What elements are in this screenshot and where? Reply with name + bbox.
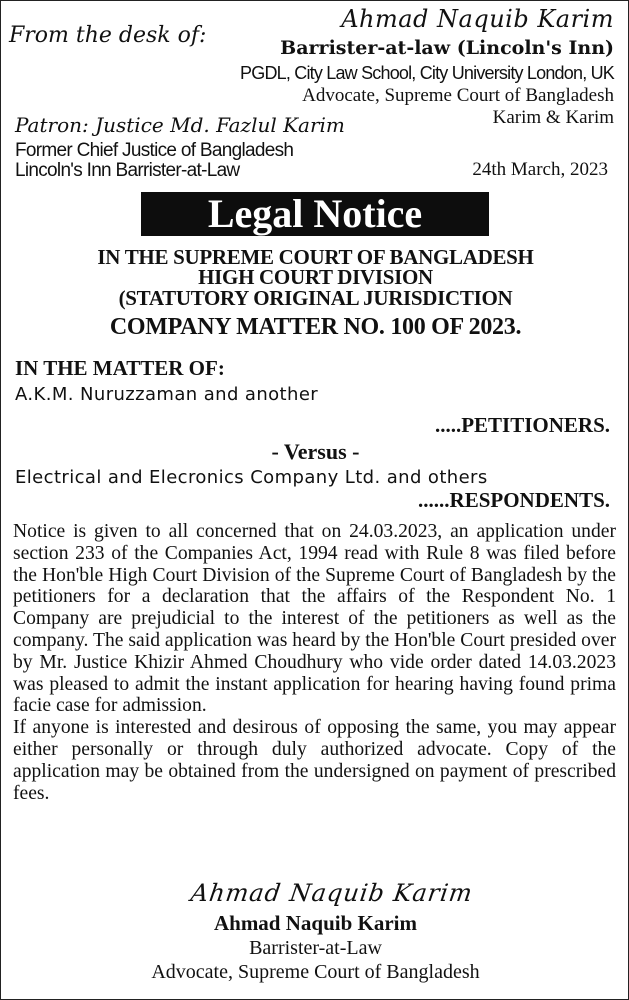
notice-paragraph: If anyone is interested and desirous of opposing the same, you may appear either personally or through duly authorized advocate. Copy of the application may be obtained from the undersigned on payment of prescribed fees. [13,717,616,804]
versus-label: - Versus - [271,439,360,464]
patron-details [15,141,293,181]
patron-line: Patron: Justice Md. Fazlul Karim [15,113,345,137]
from-desk-label: From the desk of: [9,23,207,48]
patron-detail-line: Lincoln's Inn Barrister-at-Law [15,160,240,181]
credential-line: Advocate, Supreme Court of Bangladesh [302,85,614,106]
notice-body [13,521,616,804]
handwritten-signature: Ahmad Naquib Karim [189,879,475,907]
respondents-label: ......RESPONDENTS. [418,488,610,512]
petitioners-label: .....PETITIONERS. [434,413,610,437]
legal-notice-banner: Legal Notice [141,192,489,236]
author-title: Barrister-at-law (Lincoln's Inn) [280,37,614,59]
matter-label: IN THE MATTER OF: [15,356,225,380]
notice-paragraph: Notice is given to all concerned that on 24.03.2023, an application under section 233 of the Companies Act, 1994 read with Rule 8 was filed before the Hon'ble High Court Division of the Supreme Court of Bangladesh by the petitioners for a declaration that the affairs of the Respondent No. 1 Company are prejudicial to the interest of the petitioners as well as the company. The said application was heard by the Hon'ble Court presided over by Mr. Justice Khizir Ahmed Choudhury who vide order dated 14.03.2023 was pleased to admit the instant application for hearing having found prima facie case for admission. [13,521,616,717]
signatory-role: Advocate, Supreme Court of Bangladesh [151,961,480,983]
company-matter-number: COMPANY MATTER NO. 100 OF 2023. [109,314,522,340]
court-jurisdiction: (STATUTORY ORIGINAL JURISDICTION [118,286,513,310]
petitioner-name: A.K.M. Nuruzzaman and another [15,384,319,405]
signatory-name: Ahmad Naquib Karim [213,911,418,935]
patron-detail-line: Former Chief Justice of Bangladesh [15,140,294,161]
author-script-name: Ahmad Naquib Karim [341,5,614,33]
court-heading: IN THE SUPREME COURT OF BANGLADESH [97,245,534,269]
credential-line: PGDL, City Law School, City University London, UK [240,63,614,83]
signatory-title: Barrister-at-Law [249,937,382,959]
respondent-name: Electrical and Elecronics Company Ltd. and others [15,467,488,488]
notice-date: 24th March, 2023 [472,159,608,180]
credential-line: Karim & Karim [492,107,614,128]
court-division: HIGH COURT DIVISION [198,265,433,289]
